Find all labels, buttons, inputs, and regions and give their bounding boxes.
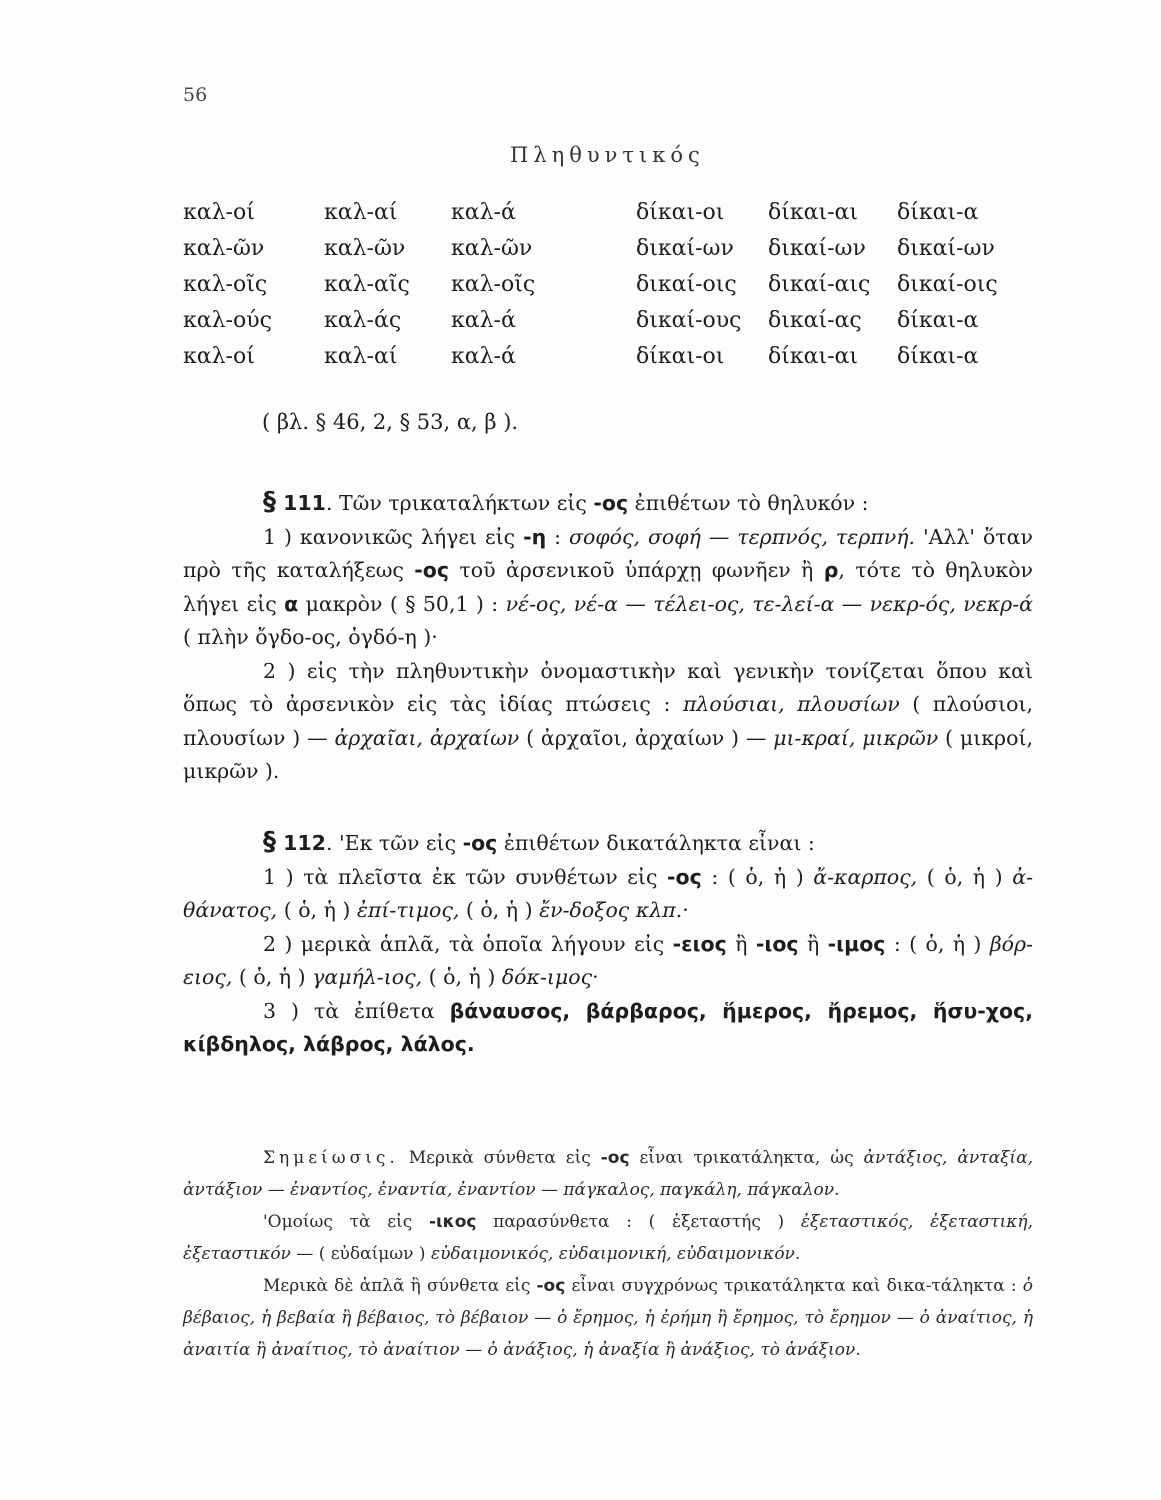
section-111-intro: § 111. Τῶν τρικαταλήκτων εἰς -ος ἐπιθέτων τὸ θηλυκόν : xyxy=(263,487,869,517)
table-cell: δικαί-οις xyxy=(636,272,737,297)
page-number: 56 xyxy=(183,84,208,106)
section-sign: § 112 xyxy=(263,827,326,857)
table-cell: καλ-αί xyxy=(324,200,398,225)
rule-111-1: 1 ) κανονικῶς λήγει εἰς -η : σοφός, σοφή — τερπνός, τερπνή. 'Αλλ' ὅταν πρὸ τῆς καταλήξεως -ος τοῦ ἀρσενικοῦ ὑπάρχῃ φωνῆεν ἢ ρ, τότε τὸ θηλυκὸν λήγει εἰς α μακρὸν ( § 50,1 ) : νέ-ος, νέ-α — τέλει-ος, τε-λεί-α — νεκρ-ός, νεκρ-ά ( πλὴν ὄγδο-ος, ὀγδό-η )· xyxy=(183,524,1034,649)
section-heading: Πληθυντικός xyxy=(510,143,705,167)
table-cell: καλ-οί xyxy=(183,344,255,369)
note-para-2: 'Ομοίως τὰ εἰς -ικος παρασύνθετα : ( ἐξεταστής ) ἐξεταστικός, ἐξεταστική, ἐξεταστικόν — ( εὐδαίμων ) εὐδαιμονικός, εὐδαιμονική, εὐδαιμονικόν. xyxy=(183,1212,1033,1264)
plural-declension-table xyxy=(183,200,1003,380)
note-para-1: Σημείωσις. Μερικὰ σύνθετα εἰς -ος εἶναι τρικατάληκτα, ὡς ἀντάξιος, ἀνταξία, ἀντάξιον — ἐναντίος, ἐναντία, ἐναντίον — πάγκαλος, παγκάλη, πάγκαλον. xyxy=(183,1148,1033,1200)
table-cell: καλ-οῖς xyxy=(451,272,536,297)
table-row xyxy=(183,200,1003,234)
table-cell: δίκαι-οι xyxy=(636,200,725,225)
note-label: Σημείωσις. xyxy=(263,1148,399,1168)
table-row xyxy=(183,344,1003,378)
table-cell: καλ-ά xyxy=(451,200,516,225)
table-cell: δίκαι-α xyxy=(897,308,979,333)
table-cell: καλ-αῖς xyxy=(324,272,410,297)
table-cell: δικαί-ους xyxy=(636,308,742,333)
table-cell: καλ-άς xyxy=(324,308,402,333)
table-cell: δικαί-ων xyxy=(768,236,866,261)
table-cell: δίκαι-α xyxy=(897,344,979,369)
cross-reference: ( βλ. § 46, 2, § 53, α, β ). xyxy=(262,410,519,434)
note-para-3: Μερικὰ δὲ ἁπλᾶ ἢ σύνθετα εἰς -ος εἶναι συγχρόνως τρικατάληκτα καὶ δικα-τάληκτα : ὁ βέβαιος, ἡ βεβαία ἢ βέβαιος, τὸ βέβαιον — ὁ ἔρημος, ἡ ἐρήμη ἢ ἔρημος, τὸ ἔρημον — ὁ ἀναίτιος, ἡ ἀναιτία ἢ ἀναίτιος, τὸ ἀναίτιον — ὁ ἀνάξιος, ἡ ἀναξία ἢ ἀνάξιος, τὸ ἀνάξιον. xyxy=(183,1276,1033,1360)
table-cell: δικαί-οις xyxy=(897,272,998,297)
section-111 xyxy=(183,486,1033,789)
rule-111-2: 2 ) εἰς τὴν πληθυντικὴν ὀνομαστικὴν καὶ γενικὴν τονίζεται ὅπου καὶ ὅπως τὸ ἀρσενικὸν εἰς τὰς ἰδίας πτώσεις : πλούσιαι, πλουσίων ( πλούσιοι, πλουσίων ) — ἀρχαῖαι, ἀρχαίων ( ἀρχαῖοι, ἀρχαίων ) — μι-κραί, μικρῶν ( μικροί, μικρῶν ). xyxy=(183,658,1034,783)
table-row xyxy=(183,308,1003,342)
table-cell: δίκαι-οι xyxy=(636,344,725,369)
table-cell: δίκαι-αι xyxy=(768,344,859,369)
section-112-intro: § 112. 'Εκ τῶν εἰς -ος ἐπιθέτων δικατάληκτα εἶναι : xyxy=(263,827,815,857)
rule-112-2: 2 ) μερικὰ ἁπλᾶ, τὰ ὁποῖα λήγουν εἰς -ειος ἢ -ιος ἢ -ιμος : ( ὁ, ἡ ) βόρ-ειος, ( ὁ, ἡ ) γαμήλ-ιος, ( ὁ, ἡ ) δόκ-ιμος· xyxy=(183,931,1033,989)
note-block xyxy=(183,1142,1033,1366)
table-row xyxy=(183,272,1003,306)
table-cell: καλ-αί xyxy=(324,344,398,369)
table-cell: δίκαι-αι xyxy=(768,200,859,225)
table-cell: καλ-ῶν xyxy=(451,236,533,261)
table-cell: δίκαι-α xyxy=(897,200,979,225)
table-row xyxy=(183,236,1003,270)
rule-112-3: 3 ) τὰ ἐπίθετα βάναυσος, βάρβαρος, ἥμερος, ἤρεμος, ἥσυ-χος, κίβδηλος, λάβρος, λάλος. xyxy=(183,998,1034,1056)
table-cell: καλ-οί xyxy=(183,200,255,225)
table-cell: καλ-ούς xyxy=(183,308,272,333)
table-cell: δικαί-ων xyxy=(636,236,734,261)
table-cell: δικαί-αις xyxy=(768,272,871,297)
table-cell: καλ-ῶν xyxy=(183,236,265,261)
table-cell: καλ-ά xyxy=(451,308,516,333)
rule-112-1: 1 ) τὰ πλεῖστα ἐκ τῶν συνθέτων εἰς -ος : ( ὁ, ἡ ) ἄ-καρπος, ( ὁ, ἡ ) ἀ-θάνατος, ( ὁ, ἡ ) ἐπί-τιμος, ( ὁ, ἡ ) ἔν-δοξος κλπ.· xyxy=(183,864,1034,922)
table-cell: καλ-ῶν xyxy=(324,236,406,261)
table-cell: καλ-οῖς xyxy=(183,272,268,297)
table-cell: καλ-ά xyxy=(451,344,516,369)
table-cell: δικαί-ων xyxy=(897,236,995,261)
table-cell: δικαί-ας xyxy=(768,308,862,333)
section-112 xyxy=(183,826,1033,1062)
section-sign: § 111 xyxy=(263,487,326,517)
